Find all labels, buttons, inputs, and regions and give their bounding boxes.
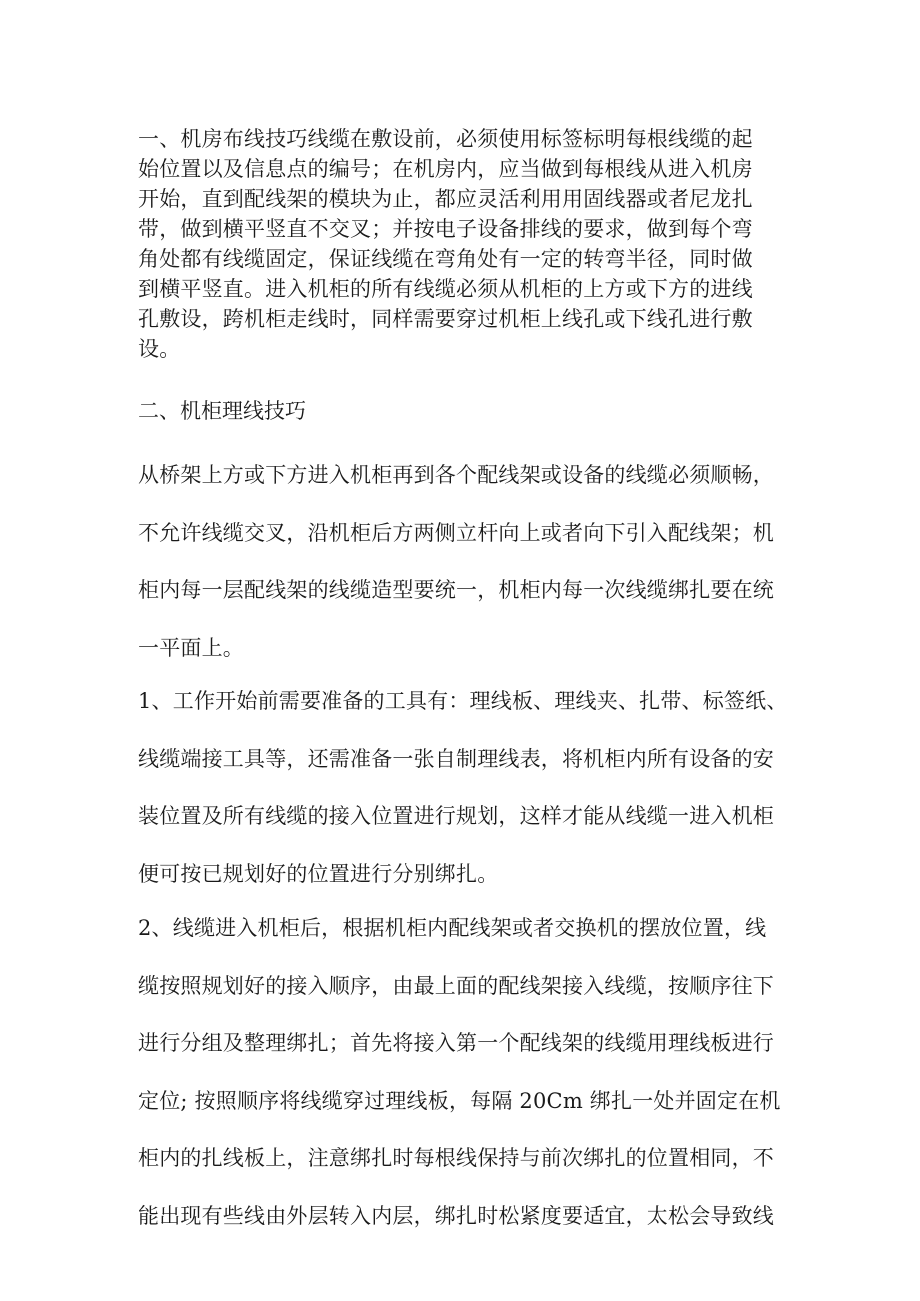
section1-paragraph: 一、机房布线技巧线缆在敷设前，必须使用标签标明每根线缆的起 始位置以及信息点的编号；在机房内，应当做到每根线从进入机房 开始，直到配线架的模块为止，都应灵活利用用固线器或者尼龙扎 带，做到横平竖直不交叉；并按电子设备排线的要求，做到每个弯 角处都有线缆固定，保证线缆在弯角处有一定的转弯半径，同时做 到横平竖直。进入机柜的所有线缆必须从机柜的上方或下方的进线 孔敷设，跨机柜走线时，同样需要穿过机柜上线孔或下线孔进行敷 设。 bbox=[138, 127, 753, 361]
section2-item-1-paragraph: 1、工作开始前需要准备的工具有：理线板、理线夹、扎带、标签纸、 线缆端接工具等，还需准备一张自制理线表，将机柜内所有设备的安 装位置及所有线缆的接入位置进行规划，这样才能从线缆一进入机柜 便可按已规划好的位置进行分别绑扎。 bbox=[138, 689, 788, 886]
section2-item-2-paragraph: 2、线缆进入机柜后，根据机柜内配线架或者交换机的摆放位置，线 缆按照规划好的接入顺序，由最上面的配线架接入线缆，按顺序往下 进行分组及整理绑扎；首先将接入第一个配线架的线缆用理线板进行 定位; 按照顺序将线缆穿过理线板，每隔 20Cm 绑扎一处并固定在机 柜内的扎线板上，注意绑扎时每根线保持与前次绑扎的位置相同，不 能出现有些线由外层转入内层，绑扎时松紧度要适宜，太松会导致线 bbox=[138, 916, 781, 1228]
section2-intro-paragraph: 从桥架上方或下方进入机柜再到各个配线架或设备的线缆必须顺畅， 不允许线缆交叉，沿机柜后方两侧立杆向上或者向下引入配线架；机 柜内每一层配线架的线缆造型要统一，机柜内每一次线缆绑扎要在统 一平面上。 bbox=[138, 463, 774, 660]
section2-heading: 二、机柜理线技巧 bbox=[138, 399, 306, 423]
